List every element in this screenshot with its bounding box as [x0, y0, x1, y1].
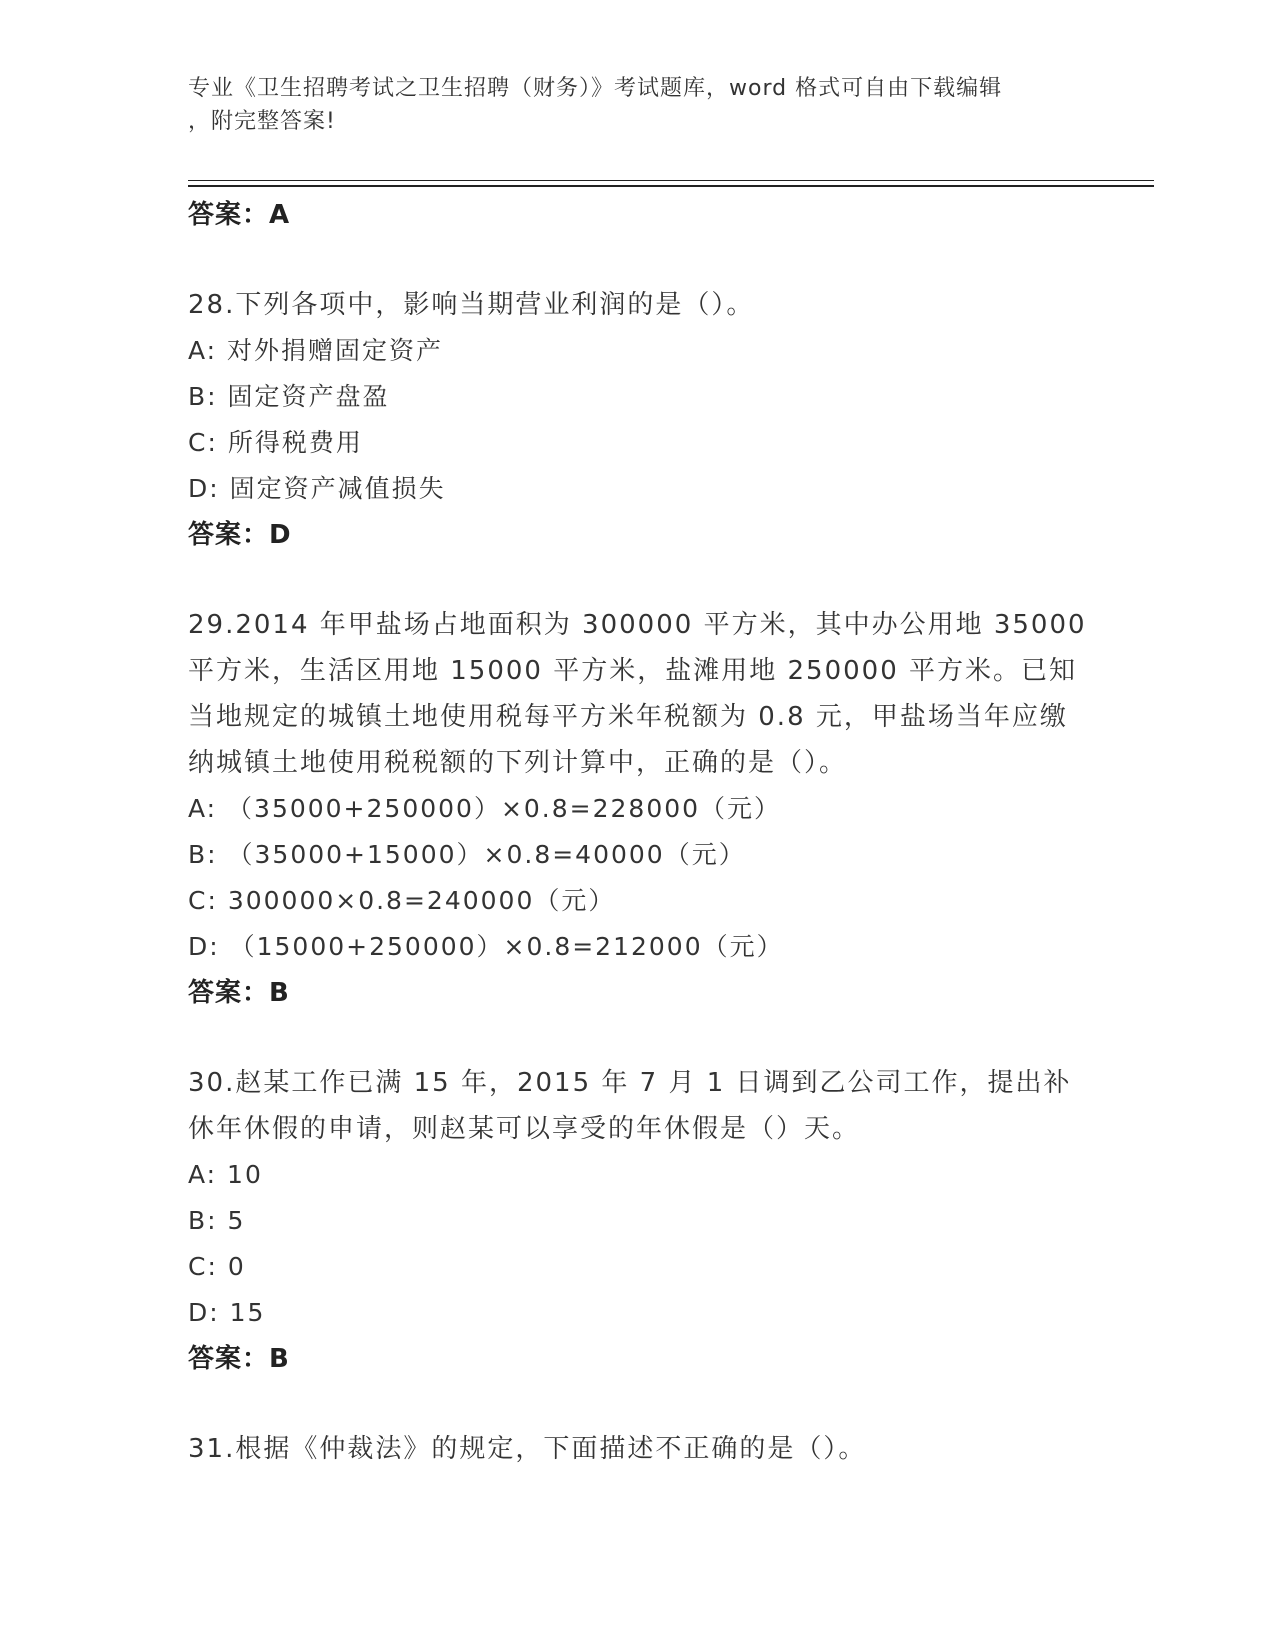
previous-answer: 答案：A	[188, 200, 291, 230]
option-c: C: 300000×0.8=240000（元）	[188, 886, 616, 915]
option-d: D: （15000+250000）×0.8=212000（元）	[188, 932, 784, 961]
option-a: A: （35000+250000）×0.8=228000（元）	[188, 794, 782, 823]
header-title-line-1: 专业《卫生招聘考试之卫生招聘（财务）》考试题库，word 格式可自由下载编辑	[188, 76, 1003, 101]
option-d: D: 固定资产减值损失	[188, 474, 446, 503]
answer: 答案：B	[188, 978, 290, 1008]
question-stem: 29.2014 年甲盐场占地面积为 300000 平方米，其中办公用地 35000 平方米，生活区用地 15000 平方米，盐滩用地 250000 平方米。已知当地规定的城镇土地使用税每平方米年税额为 0.8 元，甲盐场当年应缴纳城镇土地使用税税额的下列计算中，正确的是（）。	[188, 610, 1087, 778]
question-29	[188, 602, 1088, 1016]
option-c: C: 0	[188, 1252, 246, 1281]
option-b: B: 5	[188, 1206, 246, 1235]
question-stem: 30.赵某工作已满 15 年，2015 年 7 月 1 日调到乙公司工作，提出补休年休假的申请，则赵某可以享受的年休假是（）天。	[188, 1068, 1072, 1144]
option-b: B: 固定资产盘盈	[188, 382, 390, 411]
question-28	[188, 282, 1088, 558]
header-divider	[188, 180, 1154, 181]
option-b: B: （35000+15000）×0.8=40000（元）	[188, 840, 746, 869]
question-31	[188, 1426, 1088, 1472]
document-body	[188, 188, 1088, 1472]
option-c: C: 所得税费用	[188, 428, 363, 457]
answer: 答案：D	[188, 520, 292, 550]
option-a: A: 对外捐赠固定资产	[188, 336, 444, 365]
question-stem: 31.根据《仲裁法》的规定，下面描述不正确的是（）。	[188, 1434, 867, 1464]
question-30	[188, 1060, 1088, 1382]
option-d: D: 15	[188, 1298, 266, 1327]
option-a: A: 10	[188, 1160, 263, 1189]
header-divider-thick	[188, 185, 1154, 187]
page-header	[188, 72, 1088, 138]
answer: 答案：B	[188, 1344, 290, 1374]
header-title-line-2: ，附完整答案!	[188, 109, 336, 134]
question-stem: 28.下列各项中，影响当期营业利润的是（）。	[188, 290, 755, 320]
